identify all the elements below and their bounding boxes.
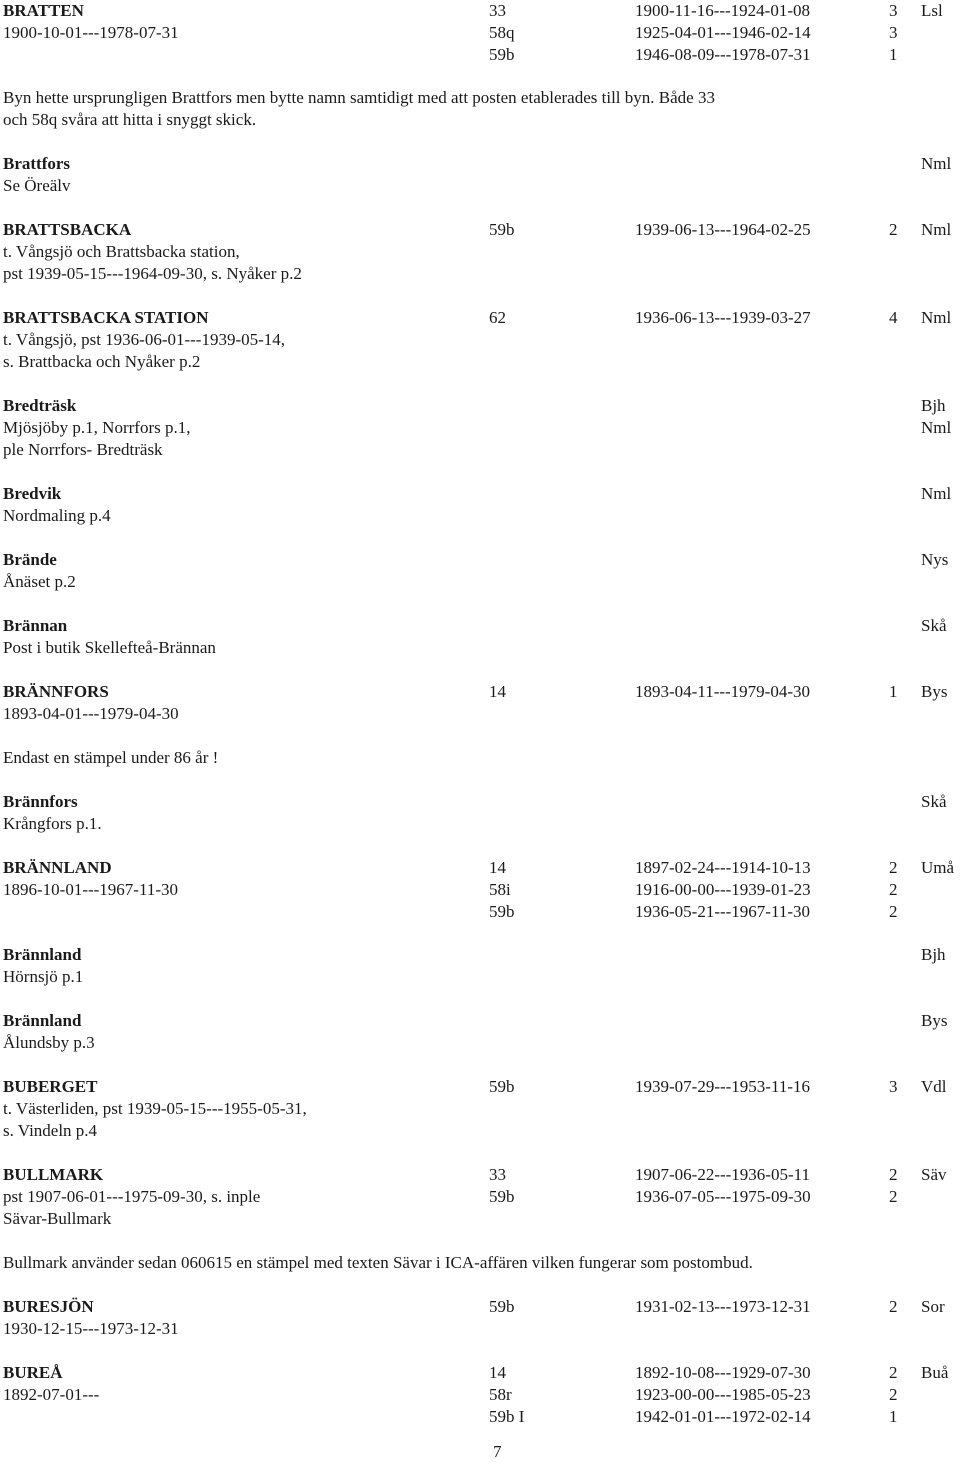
post-office-entry bbox=[0, 483, 960, 527]
post-office-entry bbox=[0, 681, 960, 725]
stamp-count: 2 bbox=[889, 1187, 898, 1206]
entry-row bbox=[0, 1406, 960, 1428]
post-office-entry bbox=[0, 1362, 960, 1428]
entry-row bbox=[0, 1186, 960, 1208]
entry-row bbox=[0, 483, 960, 505]
entry-row bbox=[0, 571, 960, 593]
entry-row bbox=[0, 1010, 960, 1032]
entry-row bbox=[0, 1164, 960, 1186]
date-range: 1939-07-29---1953-11-16 bbox=[635, 1077, 810, 1096]
place-text: t. Vångsjö och Brattsbacka station, bbox=[3, 242, 240, 261]
post-office-entry bbox=[0, 615, 960, 659]
place-text: Ålundsby p.3 bbox=[3, 1033, 95, 1052]
place-name: Brännland bbox=[3, 945, 82, 964]
stamp-code: 59b bbox=[489, 220, 515, 239]
stamp-count: 2 bbox=[889, 880, 898, 899]
entry-row bbox=[0, 1318, 960, 1340]
entry-row bbox=[0, 241, 960, 263]
date-range: 1900-11-16---1924-01-08 bbox=[635, 1, 810, 20]
date-range: 1897-02-24---1914-10-13 bbox=[635, 858, 811, 877]
region-code: Nml bbox=[921, 220, 952, 239]
stamp-code: 33 bbox=[489, 1165, 506, 1184]
post-office-entry bbox=[0, 791, 960, 835]
place-name: BUREÅ bbox=[3, 1363, 63, 1382]
entry-row bbox=[0, 857, 960, 879]
region-code: Skå bbox=[921, 792, 947, 811]
place-text: pst 1907-06-01---1975-09-30, s. inple bbox=[3, 1187, 261, 1206]
stamp-code: 58q bbox=[489, 23, 515, 42]
entry-row bbox=[0, 703, 960, 725]
date-range: 1925-04-01---1946-02-14 bbox=[635, 23, 811, 42]
stamp-code: 58i bbox=[489, 880, 511, 899]
date-range: 1931-02-13---1973-12-31 bbox=[635, 1297, 811, 1316]
stamp-code: 62 bbox=[489, 308, 506, 327]
entry-row bbox=[0, 439, 960, 461]
stamp-count: 2 bbox=[889, 1297, 898, 1316]
region-code: Sor bbox=[921, 1297, 945, 1316]
place-text: Post i butik Skellefteå-Brännan bbox=[3, 638, 216, 657]
entry-row bbox=[0, 44, 960, 66]
entry-row bbox=[0, 417, 960, 439]
post-office-entry bbox=[0, 549, 960, 593]
date-range: 1893-04-11---1979-04-30 bbox=[635, 682, 810, 701]
stamp-count: 3 bbox=[889, 1077, 898, 1096]
place-text: 1896-10-01---1967-11-30 bbox=[3, 880, 178, 899]
stamp-count: 3 bbox=[889, 1, 898, 20]
region-code: Buå bbox=[921, 1363, 949, 1382]
entry-row bbox=[0, 153, 960, 175]
place-name: Bredvik bbox=[3, 484, 62, 503]
post-office-entry bbox=[0, 0, 960, 66]
entry-row bbox=[0, 1296, 960, 1318]
stamp-count: 2 bbox=[889, 1385, 898, 1404]
date-range: 1939-06-13---1964-02-25 bbox=[635, 220, 811, 239]
entry-row bbox=[0, 901, 960, 923]
entry-row bbox=[0, 329, 960, 351]
place-name: BURESJÖN bbox=[3, 1297, 94, 1316]
entry-row bbox=[0, 615, 960, 637]
stamp-count: 1 bbox=[889, 45, 898, 64]
place-name: Brännfors bbox=[3, 792, 78, 811]
place-text: s. Brattbacka och Nyåker p.2 bbox=[3, 352, 201, 371]
place-name: BRÄNNFORS bbox=[3, 682, 109, 701]
date-range: 1936-06-13---1939-03-27 bbox=[635, 308, 811, 327]
post-office-entry bbox=[0, 87, 960, 131]
region-code: Bys bbox=[921, 682, 948, 701]
place-text: pst 1939-05-15---1964-09-30, s. Nyåker p.2 bbox=[3, 264, 302, 283]
place-text: t. Västerliden, pst 1939-05-15---1955-05-31, bbox=[3, 1099, 307, 1118]
place-name: Bredträsk bbox=[3, 396, 77, 415]
region-code: Bjh bbox=[921, 396, 946, 415]
place-text: 1930-12-15---1973-12-31 bbox=[3, 1319, 179, 1338]
place-text: Se Öreälv bbox=[3, 176, 71, 195]
place-name: BRATTSBACKA STATION bbox=[3, 308, 209, 327]
place-text: t. Vångsjö, pst 1936-06-01---1939-05-14, bbox=[3, 330, 286, 349]
page-number-text: 7 bbox=[493, 1442, 502, 1461]
entry-row bbox=[0, 395, 960, 417]
place-text: Byn hette ursprungligen Brattfors men bytte namn samtidigt med att posten etablerades till byn. Både 33 bbox=[3, 88, 715, 107]
entry-row bbox=[0, 1252, 960, 1274]
place-text: och 58q svåra att hitta i snyggt skick. bbox=[3, 110, 257, 129]
place-text: Hörnsjö p.1 bbox=[3, 967, 84, 986]
place-text: 1892-07-01--- bbox=[3, 1385, 100, 1404]
entry-row bbox=[0, 966, 960, 988]
stamp-code: 58r bbox=[489, 1385, 512, 1404]
entry-row bbox=[0, 791, 960, 813]
entry-row bbox=[0, 87, 960, 109]
post-office-entry bbox=[0, 307, 960, 373]
stamp-count: 2 bbox=[889, 220, 898, 239]
post-office-entry bbox=[0, 1296, 960, 1340]
region-code: Vdl bbox=[921, 1077, 947, 1096]
date-range: 1936-07-05---1975-09-30 bbox=[635, 1187, 811, 1206]
place-text: ple Norrfors- Bredträsk bbox=[3, 440, 163, 459]
date-range: 1942-01-01---1972-02-14 bbox=[635, 1407, 811, 1426]
entry-row bbox=[0, 219, 960, 241]
stamp-code: 14 bbox=[489, 1363, 506, 1382]
stamp-code: 59b bbox=[489, 902, 515, 921]
stamp-code: 14 bbox=[489, 858, 506, 877]
date-range: 1923-00-00---1985-05-23 bbox=[635, 1385, 811, 1404]
date-range: 1936-05-21---1967-11-30 bbox=[635, 902, 810, 921]
entry-row bbox=[0, 1076, 960, 1098]
place-text: Sävar-Bullmark bbox=[3, 1209, 112, 1228]
entry-row bbox=[0, 879, 960, 901]
place-text: 1900-10-01---1978-07-31 bbox=[3, 23, 179, 42]
post-office-entry bbox=[0, 857, 960, 923]
entry-row bbox=[0, 1098, 960, 1120]
post-office-entry bbox=[0, 1252, 960, 1274]
entry-row bbox=[0, 813, 960, 835]
region-code: Bys bbox=[921, 1011, 948, 1030]
post-office-entry bbox=[0, 1010, 960, 1054]
place-name: BRATTEN bbox=[3, 1, 84, 20]
entry-row bbox=[0, 263, 960, 285]
stamp-code: 59b bbox=[489, 1297, 515, 1316]
entry-row bbox=[0, 109, 960, 131]
place-name: Brattfors bbox=[3, 154, 71, 173]
entry-row bbox=[0, 747, 960, 769]
date-range: 1916-00-00---1939-01-23 bbox=[635, 880, 811, 899]
stamp-count: 2 bbox=[889, 1363, 898, 1382]
entry-row bbox=[0, 22, 960, 44]
post-office-entry bbox=[0, 944, 960, 988]
place-text: Bullmark använder sedan 060615 en stämpel med texten Sävar i ICA-affären vilken fungerar som postombud. bbox=[3, 1253, 753, 1272]
entry-row bbox=[0, 1120, 960, 1142]
region-code: Nys bbox=[921, 550, 949, 569]
post-office-entry bbox=[0, 1076, 960, 1142]
region-code: Nml bbox=[921, 308, 952, 327]
entry-row bbox=[0, 351, 960, 373]
entry-row bbox=[0, 944, 960, 966]
post-office-entry bbox=[0, 747, 960, 769]
place-name: BRÄNNLAND bbox=[3, 858, 112, 877]
stamp-code: 14 bbox=[489, 682, 506, 701]
place-name: Brännan bbox=[3, 616, 68, 635]
place-text: Krångfors p.1. bbox=[3, 814, 102, 833]
place-text: Endast en stämpel under 86 år ! bbox=[3, 748, 219, 767]
stamp-code: 59b bbox=[489, 45, 515, 64]
stamp-count: 3 bbox=[889, 23, 898, 42]
region-code: Umå bbox=[921, 858, 955, 877]
place-text: Nordmaling p.4 bbox=[3, 506, 111, 525]
place-name: Brännland bbox=[3, 1011, 82, 1030]
stamp-code: 59b bbox=[489, 1077, 515, 1096]
region-code: Lsl bbox=[921, 1, 943, 20]
entry-row bbox=[0, 1362, 960, 1384]
stamp-count: 2 bbox=[889, 1165, 898, 1184]
place-name: BRATTSBACKA bbox=[3, 220, 132, 239]
place-name: Brände bbox=[3, 550, 57, 569]
place-name: BULLMARK bbox=[3, 1165, 104, 1184]
place-text: Ånäset p.2 bbox=[3, 572, 76, 591]
date-range: 1946-08-09---1978-07-31 bbox=[635, 45, 811, 64]
stamp-count: 4 bbox=[889, 308, 898, 327]
post-office-entry bbox=[0, 395, 960, 461]
place-text: s. Vindeln p.4 bbox=[3, 1121, 98, 1140]
region-code: Säv bbox=[921, 1165, 947, 1184]
place-text: Mjösjöby p.1, Norrfors p.1, bbox=[3, 418, 191, 437]
entry-row bbox=[0, 681, 960, 703]
entry-row bbox=[0, 549, 960, 571]
entry-row bbox=[0, 175, 960, 197]
entry-row bbox=[0, 1384, 960, 1406]
stamp-count: 2 bbox=[889, 902, 898, 921]
post-office-entry bbox=[0, 153, 960, 197]
entry-row bbox=[0, 307, 960, 329]
entry-row bbox=[0, 1032, 960, 1054]
region-code: Skå bbox=[921, 616, 947, 635]
region-code: Nml bbox=[921, 154, 952, 173]
entry-row bbox=[0, 505, 960, 527]
entry-row bbox=[0, 0, 960, 22]
stamp-count: 1 bbox=[889, 1407, 898, 1426]
stamp-code: 59b I bbox=[489, 1407, 525, 1426]
place-text: 1893-04-01---1979-04-30 bbox=[3, 704, 179, 723]
stamp-count: 1 bbox=[889, 682, 898, 701]
region-code: Bjh bbox=[921, 945, 946, 964]
entry-row bbox=[0, 1208, 960, 1230]
post-office-entry bbox=[0, 1164, 960, 1230]
region-code: Nml bbox=[921, 484, 952, 503]
post-office-entry bbox=[0, 219, 960, 285]
stamp-count: 2 bbox=[889, 858, 898, 877]
stamp-code: 33 bbox=[489, 1, 506, 20]
date-range: 1892-10-08---1929-07-30 bbox=[635, 1363, 811, 1382]
entry-row bbox=[0, 637, 960, 659]
place-name: BUBERGET bbox=[3, 1077, 98, 1096]
region-code: Nml bbox=[921, 418, 952, 437]
stamp-code: 59b bbox=[489, 1187, 515, 1206]
date-range: 1907-06-22---1936-05-11 bbox=[635, 1165, 810, 1184]
